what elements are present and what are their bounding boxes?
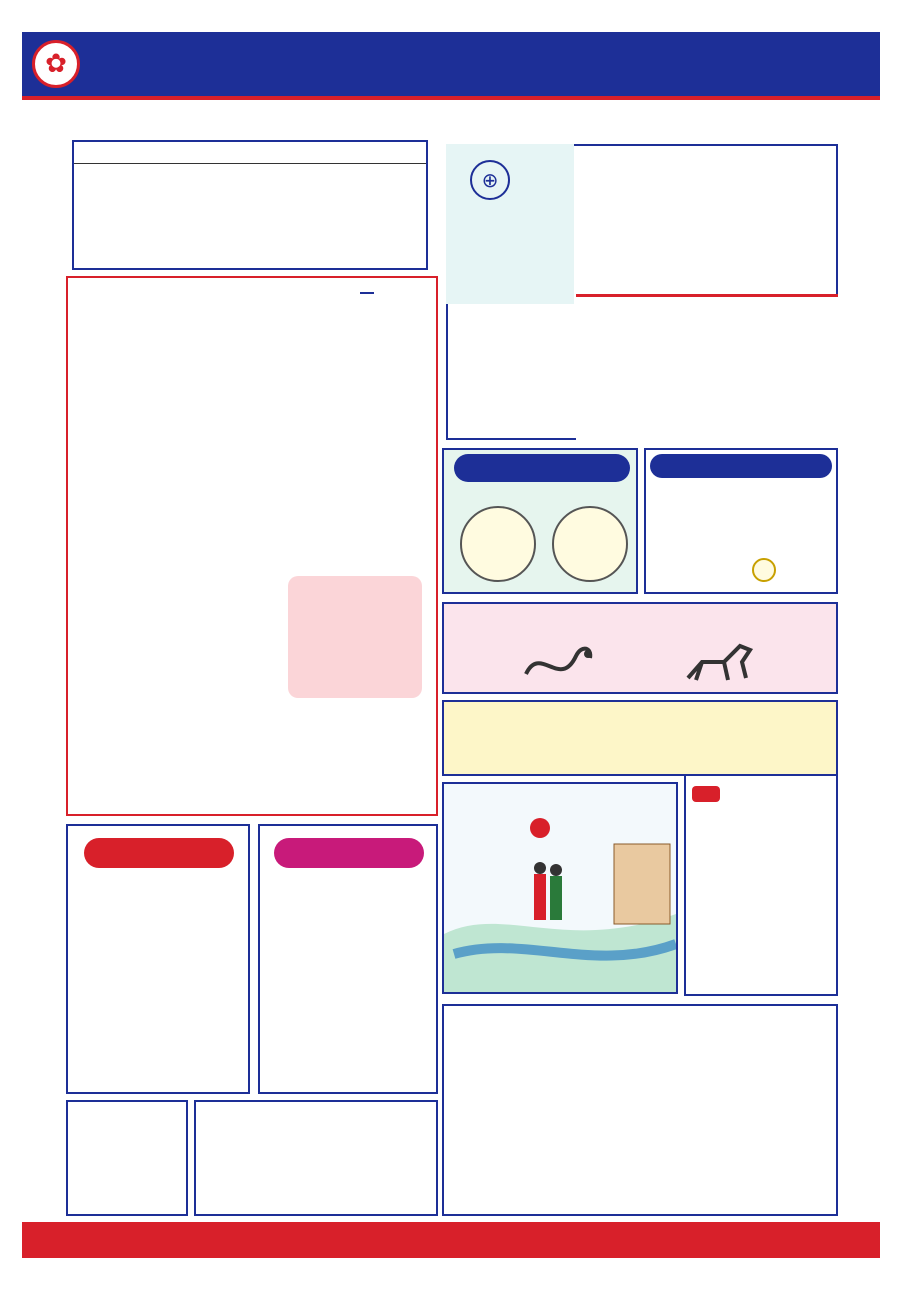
brand-strip-top [28, 112, 880, 136]
hotcold-table-box [72, 140, 428, 270]
golden-box [194, 1100, 438, 1216]
prediction-box [66, 824, 250, 1094]
treasure-box [442, 782, 678, 994]
masthead [22, 32, 880, 100]
handwritten-code [288, 576, 422, 698]
confidential-tag [360, 292, 374, 294]
special-title [454, 454, 630, 482]
results-box [644, 448, 838, 594]
lucky-numbers [442, 700, 838, 776]
treasure-illustration [444, 814, 676, 992]
footer-disclaimer [22, 1222, 880, 1258]
counts-box [66, 1100, 188, 1216]
snake-icon [520, 634, 596, 690]
bauhinia-emblem-icon: ✿ [32, 40, 80, 88]
meeting-box [66, 276, 438, 816]
brand-strip-right [852, 140, 874, 1215]
horse-icon [680, 634, 760, 690]
results-title [650, 454, 832, 478]
hotcold-title [74, 142, 426, 164]
lucky-zodiac-box [442, 602, 838, 694]
logo-icon: ⊕ [470, 160, 510, 200]
special-double [552, 506, 628, 582]
cover-panel [446, 144, 838, 440]
prediction-title [84, 838, 234, 868]
zodiac-poem-box [258, 824, 438, 1094]
results-special-ball [752, 558, 776, 582]
special-box [442, 448, 638, 594]
oneword-emblem-icon [688, 782, 728, 822]
cover-ball-pyramid [458, 326, 586, 436]
special-small [460, 506, 536, 582]
zodiac-poem-title [274, 838, 424, 868]
oneword-box [684, 774, 838, 996]
almanac-box [442, 1004, 838, 1216]
brand-strip-left [28, 140, 50, 1215]
